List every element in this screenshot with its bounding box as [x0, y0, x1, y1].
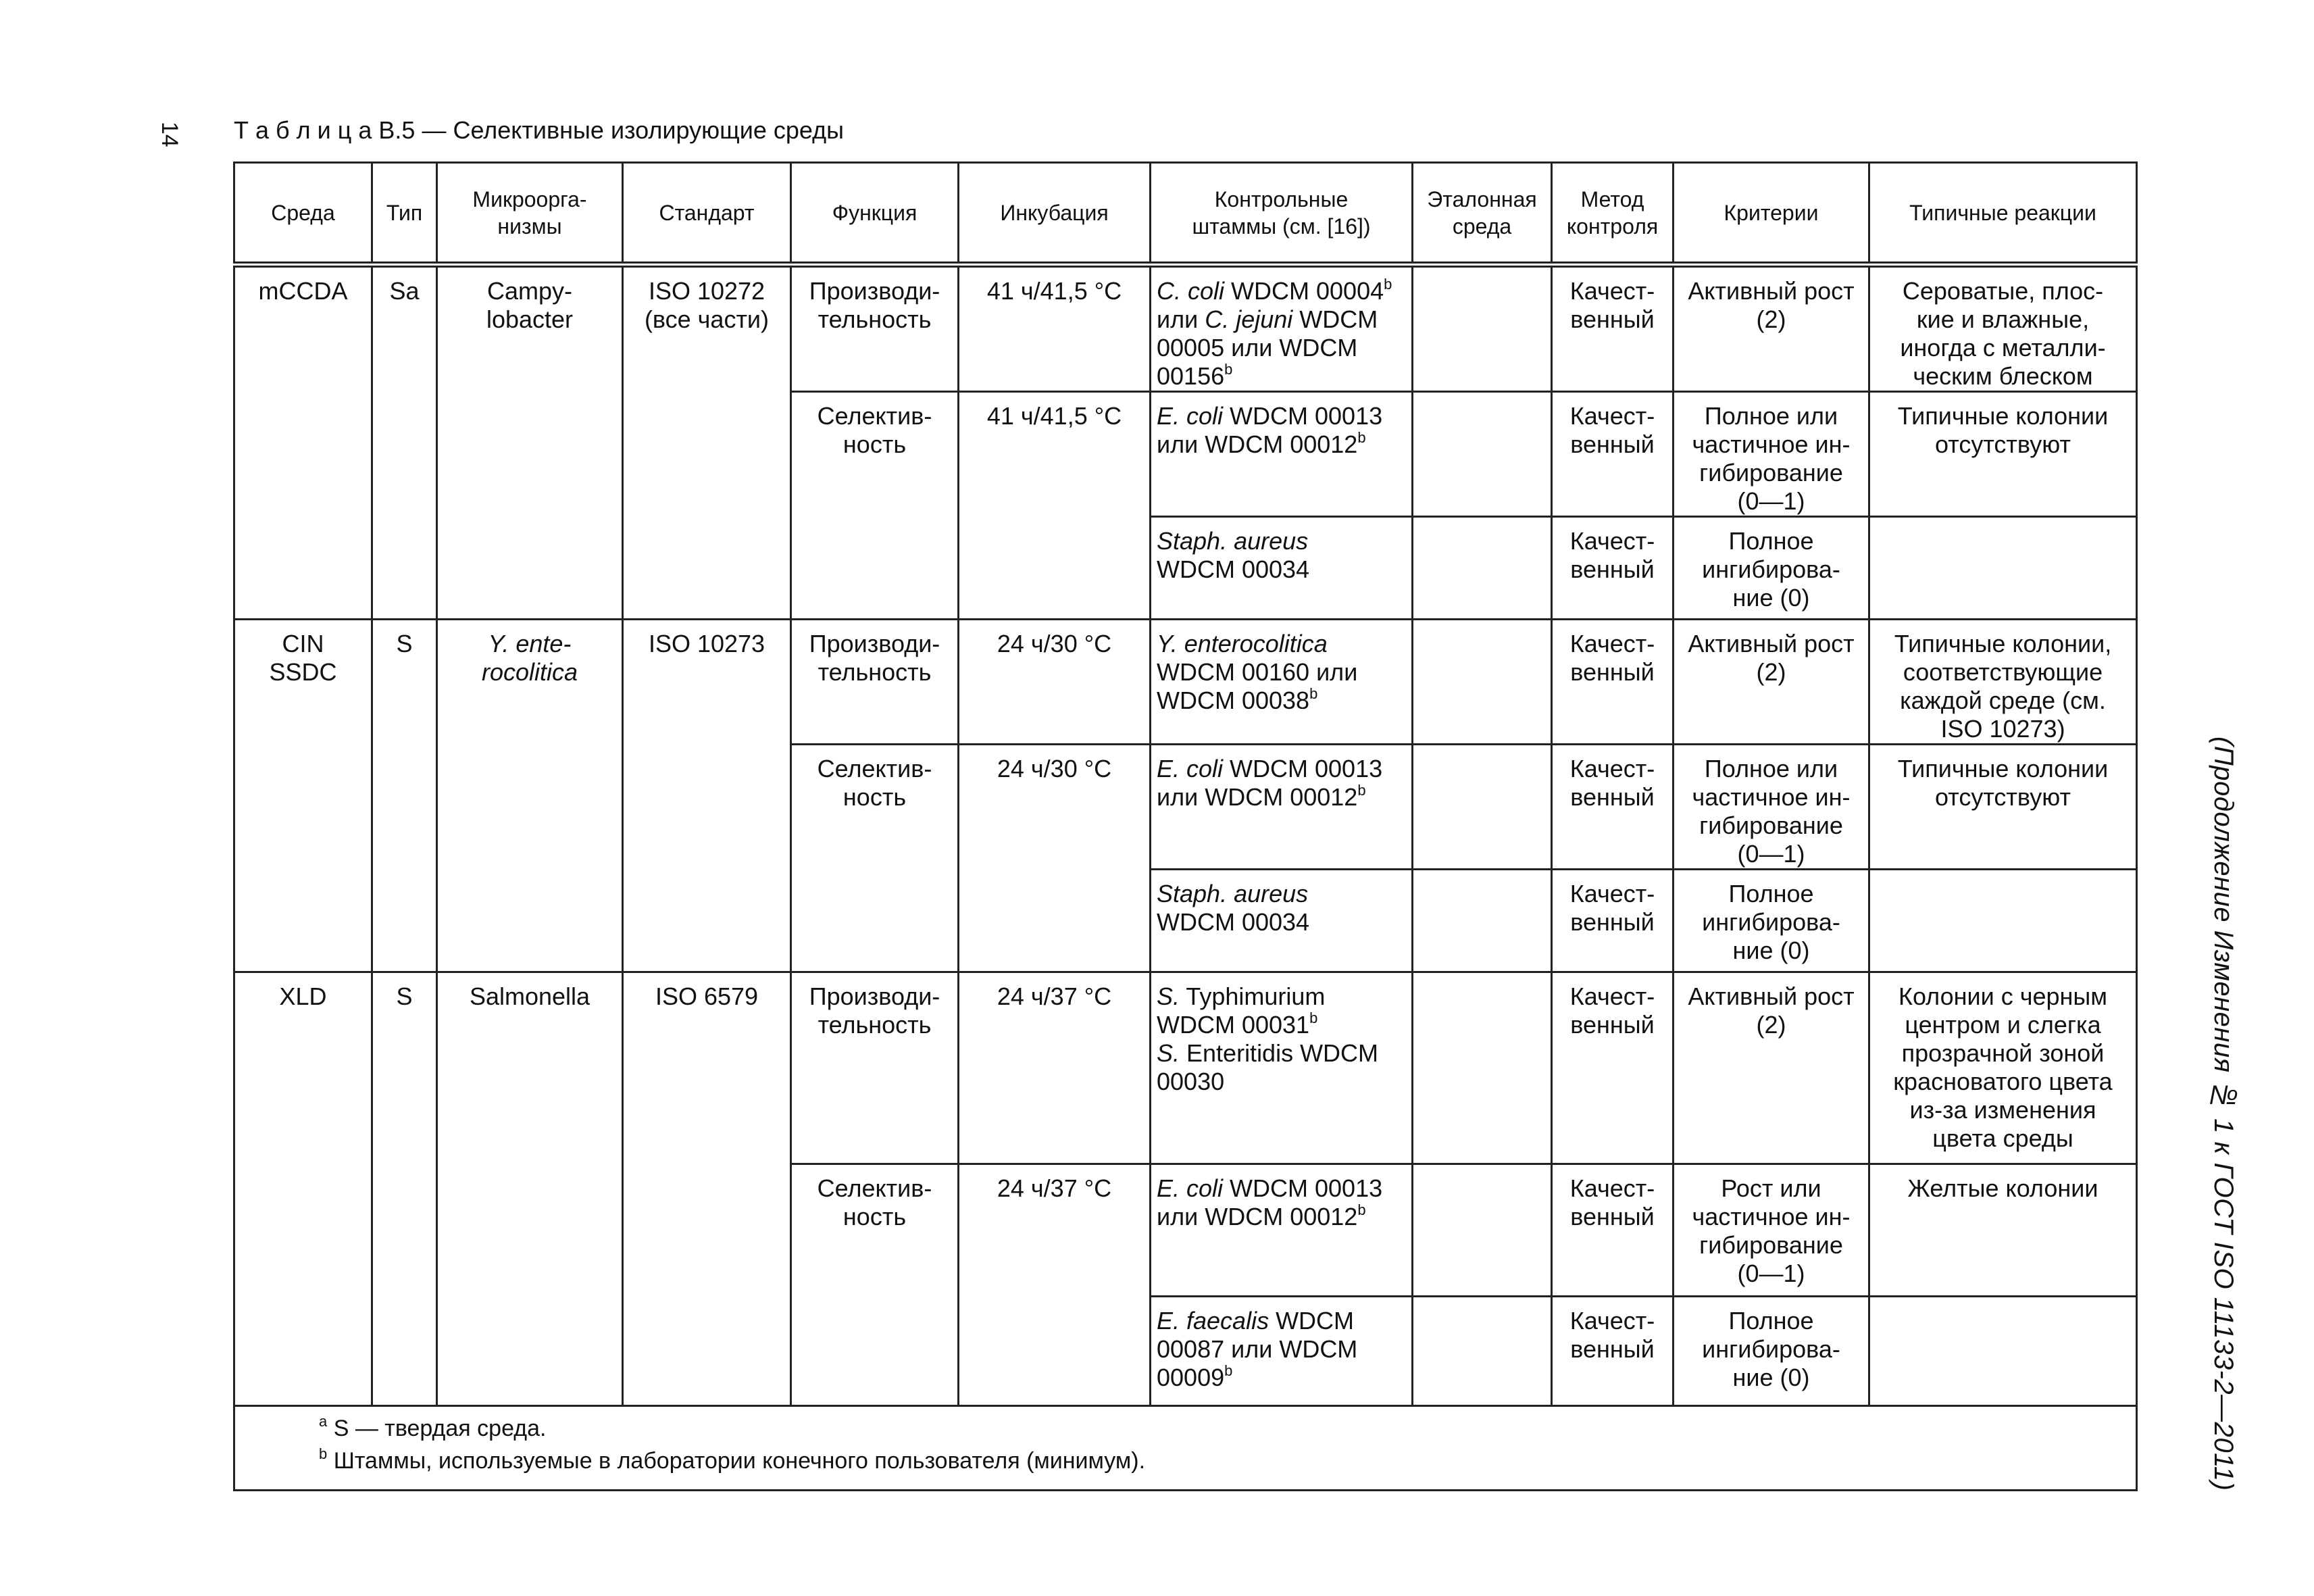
- table-row: [234, 265, 2137, 392]
- incubation-cell: 24 ч/30 °С: [959, 620, 1151, 745]
- control-strains-cell: [1151, 972, 1413, 1164]
- strain-code: WDCM 00087 или WDCM 00009: [1157, 1307, 1358, 1391]
- criteria-cell: Полное ингибирова- ние (0): [1674, 870, 1869, 972]
- footnote-mark: b: [1309, 685, 1318, 702]
- reference-medium-cell: [1413, 870, 1552, 972]
- control-strains-cell: [1151, 1164, 1413, 1297]
- strain-species: Y. enterocolitica: [1157, 630, 1328, 657]
- function-cell: Производи- тельность: [791, 265, 959, 392]
- footnote-mark: b: [1357, 782, 1366, 799]
- reference-medium-cell: [1413, 620, 1552, 745]
- strain-code: WDCM 00013 или WDCM 00012: [1157, 755, 1383, 811]
- standard-cell: ISO 10273: [623, 620, 791, 972]
- control-strains-cell: [1151, 517, 1413, 620]
- strain-species: S.: [1157, 982, 1180, 1010]
- function-cell: Селектив- ность: [791, 1164, 959, 1406]
- header-reference-medium: Эталонная среда: [1413, 163, 1552, 265]
- standard-cell: ISO 10272 (все части): [623, 265, 791, 620]
- control-strains-cell: [1151, 620, 1413, 745]
- method-cell: Качест- венный: [1552, 265, 1674, 392]
- table-row: [234, 972, 2137, 1164]
- footnotes: [234, 1406, 2137, 1491]
- header-typical-reactions: Типичные реакции: [1869, 163, 2137, 265]
- reaction-cell: Колонии с черным центром и слегка прозрачной зоной красноватого цвета из-за изменения цвета среды: [1869, 972, 2137, 1164]
- footnote-mark: b: [1357, 1201, 1366, 1218]
- footnote-mark: b: [1224, 1362, 1233, 1379]
- criteria-cell: Полное ингибирова- ние (0): [1674, 517, 1869, 620]
- footnote-mark: b: [1384, 276, 1392, 293]
- method-cell: Качест- венный: [1552, 620, 1674, 745]
- strain-species: Staph. aureus: [1157, 527, 1309, 555]
- reaction-cell: Желтые колонии: [1869, 1164, 2137, 1297]
- header-microorganisms: Микроорга- низмы: [437, 163, 623, 265]
- footnote-mark: b: [319, 1445, 328, 1462]
- footnote-mark: b: [1224, 361, 1233, 378]
- header-control-strains: Контрольные штаммы (см. [16]): [1151, 163, 1413, 265]
- reaction-cell: [1869, 870, 2137, 972]
- header-standard: Стандарт: [623, 163, 791, 265]
- table-row: [234, 620, 2137, 745]
- criteria-cell: Полное или частичное ин- гибирование (0—1): [1674, 392, 1869, 517]
- strain-code: WDCM 00004: [1224, 277, 1384, 305]
- header-function: Функция: [791, 163, 959, 265]
- control-strains-cell: [1151, 1297, 1413, 1406]
- method-cell: Качест- венный: [1552, 745, 1674, 870]
- reaction-cell: [1869, 517, 2137, 620]
- reaction-cell: [1869, 1297, 2137, 1406]
- method-cell: Качест- венный: [1552, 972, 1674, 1164]
- footnote-mark: b: [1357, 429, 1366, 446]
- strain-code: WDCM 00160 или WDCM 00038: [1157, 658, 1358, 714]
- footnote-mark: a: [319, 1412, 328, 1430]
- method-cell: Качест- венный: [1552, 392, 1674, 517]
- type-cell: S: [372, 620, 437, 972]
- strain-species: Staph. aureus: [1157, 880, 1309, 907]
- strain-code: WDCM 00013 или WDCM 00012: [1157, 1174, 1383, 1230]
- incubation-cell: 41 ч/41,5 °С: [959, 392, 1151, 620]
- reference-medium-cell: [1413, 265, 1552, 392]
- reference-medium-cell: [1413, 1297, 1552, 1406]
- header-row: [234, 163, 2137, 265]
- incubation-cell: 24 ч/37 °С: [959, 1164, 1151, 1406]
- organism-cell: Campy- lobacter: [437, 265, 623, 620]
- reaction-cell: Типичные колонии отсутствуют: [1869, 392, 2137, 517]
- header-control-method: Метод контроля: [1552, 163, 1674, 265]
- strain-species: E. coli: [1157, 1174, 1224, 1202]
- control-strains-cell: [1151, 265, 1413, 392]
- header-medium: Среда: [234, 163, 372, 265]
- incubation-cell: 24 ч/30 °С: [959, 745, 1151, 972]
- medium-cell: XLD: [234, 972, 372, 1406]
- reaction-cell: Сероватые, плос- кие и влажные, иногда с металли- ческим блеском: [1869, 265, 2137, 392]
- control-strains-cell: [1151, 745, 1413, 870]
- strain-code: WDCM 00005 или WDCM 00156: [1157, 305, 1378, 390]
- strain-species: E. coli: [1157, 755, 1224, 782]
- method-cell: Качест- венный: [1552, 1297, 1674, 1406]
- header-type: Тип: [372, 163, 437, 265]
- standard-cell: ISO 6579: [623, 972, 791, 1406]
- strain-species: C. jejuni: [1205, 305, 1293, 333]
- header-incubation: Инкубация: [959, 163, 1151, 265]
- strain-code: WDCM 00034: [1157, 908, 1310, 936]
- reaction-cell: Типичные колонии отсутствуют: [1869, 745, 2137, 870]
- reference-medium-cell: [1413, 392, 1552, 517]
- criteria-cell: Активный рост (2): [1674, 620, 1869, 745]
- strain-code: WDCM 00034: [1157, 555, 1310, 583]
- page-number: 14: [157, 122, 182, 147]
- reaction-cell: Типичные колонии, соответствующие каждой среде (см. ISO 10273): [1869, 620, 2137, 745]
- strain-species: S.: [1157, 1039, 1180, 1067]
- reference-medium-cell: [1413, 745, 1552, 870]
- criteria-cell: Рост или частичное ин- гибирование (0—1): [1674, 1164, 1869, 1297]
- media-table: [233, 161, 2138, 1491]
- continuation-note: (Продолжение Изменения № 1 к ГОСТ ISO 11133-2—2011): [2209, 737, 2238, 1491]
- footnote-text: Штаммы, используемые в лаборатории конечного пользователя (минимум).: [327, 1448, 1146, 1474]
- header-criteria: Критерии: [1674, 163, 1869, 265]
- type-cell: S: [372, 972, 437, 1406]
- table-title: Т а б л и ц а В.5 — Селективные изолирующие среды: [234, 116, 845, 144]
- incubation-cell: 41 ч/41,5 °С: [959, 265, 1151, 392]
- control-strains-cell: [1151, 392, 1413, 517]
- reference-medium-cell: [1413, 1164, 1552, 1297]
- incubation-cell: 24 ч/37 °С: [959, 972, 1151, 1164]
- function-cell: Производи- тельность: [791, 972, 959, 1164]
- strain-code: Enteritidis WDCM 00030: [1157, 1039, 1379, 1095]
- reference-medium-cell: [1413, 517, 1552, 620]
- organism-cell: Y. ente- rocolitica: [437, 620, 623, 972]
- footnotes-row: [234, 1406, 2137, 1491]
- strain-species: C. coli: [1157, 277, 1225, 305]
- footnote-mark: b: [1309, 1009, 1318, 1026]
- criteria-cell: Активный рост (2): [1674, 265, 1869, 392]
- footnote-a: [319, 1412, 2136, 1445]
- method-cell: Качест- венный: [1552, 870, 1674, 972]
- strain-species: E. coli: [1157, 402, 1224, 430]
- criteria-cell: Полное или частичное ин- гибирование (0—1): [1674, 745, 1869, 870]
- strain-code: Typhimurium WDCM 00031: [1157, 982, 1326, 1039]
- criteria-cell: Полное ингибирова- ние (0): [1674, 1297, 1869, 1406]
- strain-code: WDCM 00013 или WDCM 00012: [1157, 402, 1383, 458]
- strain-conjunction: или: [1157, 305, 1205, 333]
- footnote-b: [319, 1445, 2136, 1477]
- medium-cell: CIN SSDC: [234, 620, 372, 972]
- function-cell: Селектив- ность: [791, 392, 959, 620]
- footnote-text: S — твердая среда.: [327, 1416, 547, 1441]
- method-cell: Качест- венный: [1552, 1164, 1674, 1297]
- strain-species: E. faecalis: [1157, 1307, 1269, 1335]
- organism-cell: Salmonella: [437, 972, 623, 1406]
- control-strains-cell: [1151, 870, 1413, 972]
- criteria-cell: Активный рост (2): [1674, 972, 1869, 1164]
- function-cell: Производи- тельность: [791, 620, 959, 745]
- function-cell: Селектив- ность: [791, 745, 959, 972]
- type-cell: Sa: [372, 265, 437, 620]
- medium-cell: mCCDA: [234, 265, 372, 620]
- reference-medium-cell: [1413, 972, 1552, 1164]
- method-cell: Качест- венный: [1552, 517, 1674, 620]
